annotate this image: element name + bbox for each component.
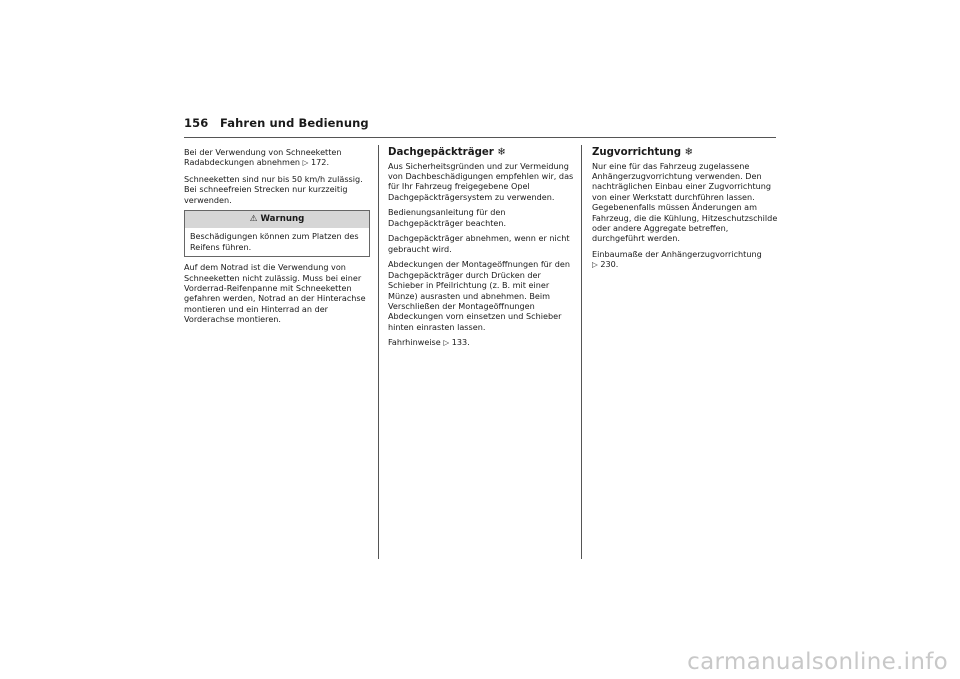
header-rule — [184, 137, 776, 138]
warning-triangle-icon: ⚠ — [249, 214, 258, 225]
column-divider-right — [581, 145, 582, 559]
page-reference-link[interactable]: 172. — [311, 157, 330, 168]
paragraph: Schneeketten sind nur bis 50 km/h zulässig. Bei schneefreien Strecken nur kurzzeitig verwenden. — [184, 174, 363, 205]
warning-box — [184, 210, 370, 257]
warning-header: ⚠ Warnung — [185, 211, 369, 228]
watermark: carmanualsonline.info — [687, 649, 948, 675]
section-heading: Dachgepäckträger ❄ — [388, 147, 506, 158]
page-header — [184, 116, 369, 130]
column-divider-left — [378, 145, 379, 559]
paragraph: Dachgepäckträger abnehmen, wenn er nicht gebraucht wird. — [388, 233, 570, 254]
paragraph: Aus Sicherheitsgründen und zur Vermeidung von Dachbeschädigungen empfehlen wir, das für Ihr Fahrzeug freigegebene Opel Dachgepäckträgersystem zu verwenden. — [388, 160, 574, 202]
page-reference-link[interactable]: 133. — [451, 337, 470, 348]
warning-text: Beschädigungen können zum Platzen des Reifens führen. — [190, 231, 359, 252]
column-towing-device — [592, 147, 778, 276]
section-heading: Zugvorrichtung ❄ — [592, 147, 694, 158]
column-snow-chains — [184, 147, 370, 330]
paragraph: Auf dem Notrad ist die Verwendung von Schneeketten nicht zulässig. Muss bei einer Vorderrad-Reifenpanne mit Schneeketten gefahren werden, Notrad an der Hinterachse montieren und ein Hinterrad an der Vorderachse montieren. — [184, 262, 366, 325]
arrow-reference-icon: ▷ — [592, 260, 598, 270]
chapter-title: Fahren und Bedienung — [220, 116, 369, 130]
page-reference-link[interactable]: 230. — [600, 259, 619, 270]
arrow-reference-icon: ▷ — [302, 158, 309, 168]
asterisk-option-icon: ❄ — [497, 147, 506, 158]
paragraph: Bei der Verwendung von Schneeketten Radabdeckungen abnehmen ▷ 172. — [184, 147, 342, 168]
arrow-reference-icon: ▷ — [443, 338, 450, 348]
page-number: 156 — [184, 116, 209, 130]
paragraph: Fahrhinweise ▷ 133. — [388, 337, 470, 348]
paragraph: Nur eine für das Fahrzeug zugelassene Anhängerzugvorrichtung verwenden. Den nachträglichen Einbau einer Zugvorrichtung von einer Werkstatt durchführen lassen. Gegebenenfalls müssen Änderungen am Fahrzeug, die die Kühlung, Hitzeschutzschilde oder andere Aggregate betreffen, durchgeführt werden. — [592, 160, 778, 244]
paragraph: Abdeckungen der Montageöffnungen für den Dachgepäckträger durch Drücken der Schieber in Pfeilrichtung (z. B. mit einer Münze) ausrasten und abnehmen. Beim Verschließen der Montageöffnungen Abdeckungen vorn einsetzen und Schieber hinten einrasten lassen. — [388, 259, 570, 332]
paragraph: Bedienungsanleitung für den Dachgepäckträger beachten. — [388, 207, 507, 228]
paragraph: Einbaumaße der Anhängerzugvorrichtung ▷ 230. — [592, 248, 762, 270]
asterisk-option-icon: ❄ — [684, 147, 694, 158]
column-roof-rack — [388, 147, 574, 354]
